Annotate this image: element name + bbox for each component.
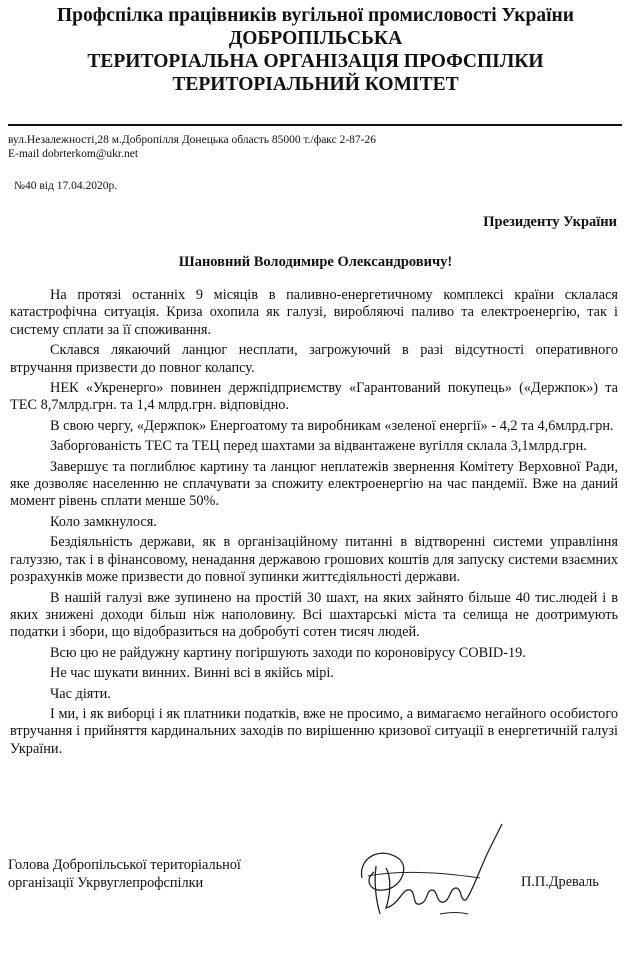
recipient: Президенту України	[483, 214, 617, 230]
body-paragraph: Всю цю не райдужну картину погіршують заходи по короновірусу COBID-19.	[50, 644, 526, 661]
reference-number: №40 від 17.04.2020р.	[14, 180, 118, 192]
body-paragraph: Час діяти.	[50, 685, 111, 702]
header-city: ДОБРОПІЛЬСЬКА	[228, 28, 403, 49]
body-paragraph: Склався лякаючий ланцюг несплати, загрожуючий в разі відсутності оперативного втручання призвести до повног колапсу.	[10, 342, 618, 376]
letter-body	[10, 287, 618, 761]
header-union-name: Профспілка працівників вугільної промисловості України	[57, 5, 574, 26]
address-line: вул.Незалежності,28 м.Добропілля Донецька область 85000 т./факс 2-87-26	[8, 134, 376, 146]
greeting: Шановний Володимире Олександровичу!	[178, 254, 453, 270]
body-paragraph: На протязі останніх 9 місяців в паливно-енергетичному комплексі країни склалася катастрофічна ситуація. Криза охопила як галузі, виробляючі паливо та електроенергію, так і систему сплати за її споживання.	[10, 287, 618, 338]
signatory-title-line: організації Укрвуглепрофспілки	[8, 875, 204, 891]
body-paragraph: НЕК «Укренерго» повинен держпідприємству «Гарантований покупець» («Держпок») та ТЕС 8,7млрд.грн. та 1,4 млрд.грн. відповідно.	[10, 380, 618, 414]
body-paragraph: Бездіяльність держави, як в організаційному питанні в відтворенні системи управління галуззю, так і в фінансовому, ненадання державою грошових коштів для запуску системи взаємних розрахунків може призвести до повної зупинки життєдіяльності держави.	[10, 534, 618, 586]
body-paragraph: І ми, і як виборці і як платники податків, вже не просимо, а вимагаємо негайного особистого втручання і прийняття кардинальних заходів по вирішенню кризової ситуації в енергетичній галузі України.	[10, 705, 618, 757]
email-line: E-mail dobrterkom@ukr.net	[8, 148, 139, 160]
body-paragraph: В нашій галузі вже зупинено на простій 30 шахт, на яких зайнято більше 40 тис.людей і в яких знижені доходи більш ніж наполовину. Всі шахтарські міста та селища не доотримують податки і збори, що відобразиться на добробуті сотен тисяч людей.	[10, 589, 618, 641]
body-paragraph: Завершує та поглиблює картину та ланцюг неплатежів звернення Комітету Верховної Ради, яке дозволяє населенню не сплачувати за спожиту електроенергію на час пандемії. Вже на даний момент рівень сплати менше 50%.	[10, 458, 618, 510]
body-paragraph: Не час шукати винних. Винні всі в якійсь мірі.	[50, 665, 334, 682]
signatory-title-line: Голова Добропільської територіальної	[8, 857, 241, 873]
signatory-name: П.П.Древаль	[521, 874, 599, 890]
header-committee: ТЕРИТОРІАЛЬНИЙ КОМІТЕТ	[172, 74, 459, 95]
handwritten-signature	[340, 818, 520, 928]
header-organization: ТЕРИТОРІАЛЬНА ОРГАНІЗАЦІЯ ПРОФСПІЛКИ	[87, 51, 544, 72]
header-divider	[8, 124, 622, 126]
body-paragraph: Коло замкнулося.	[50, 513, 157, 530]
signatory-title	[8, 856, 241, 892]
body-paragraph: В свою чергу, «Держпок» Енергоатому та виробникам «зеленої енергії» - 4,2 та 4,6млрд.грн.	[50, 417, 614, 434]
body-paragraph: Заборгованість ТЕС та ТЕЦ перед шахтами за відвантажене вугілля склала 3,1млрд.грн.	[50, 438, 587, 455]
